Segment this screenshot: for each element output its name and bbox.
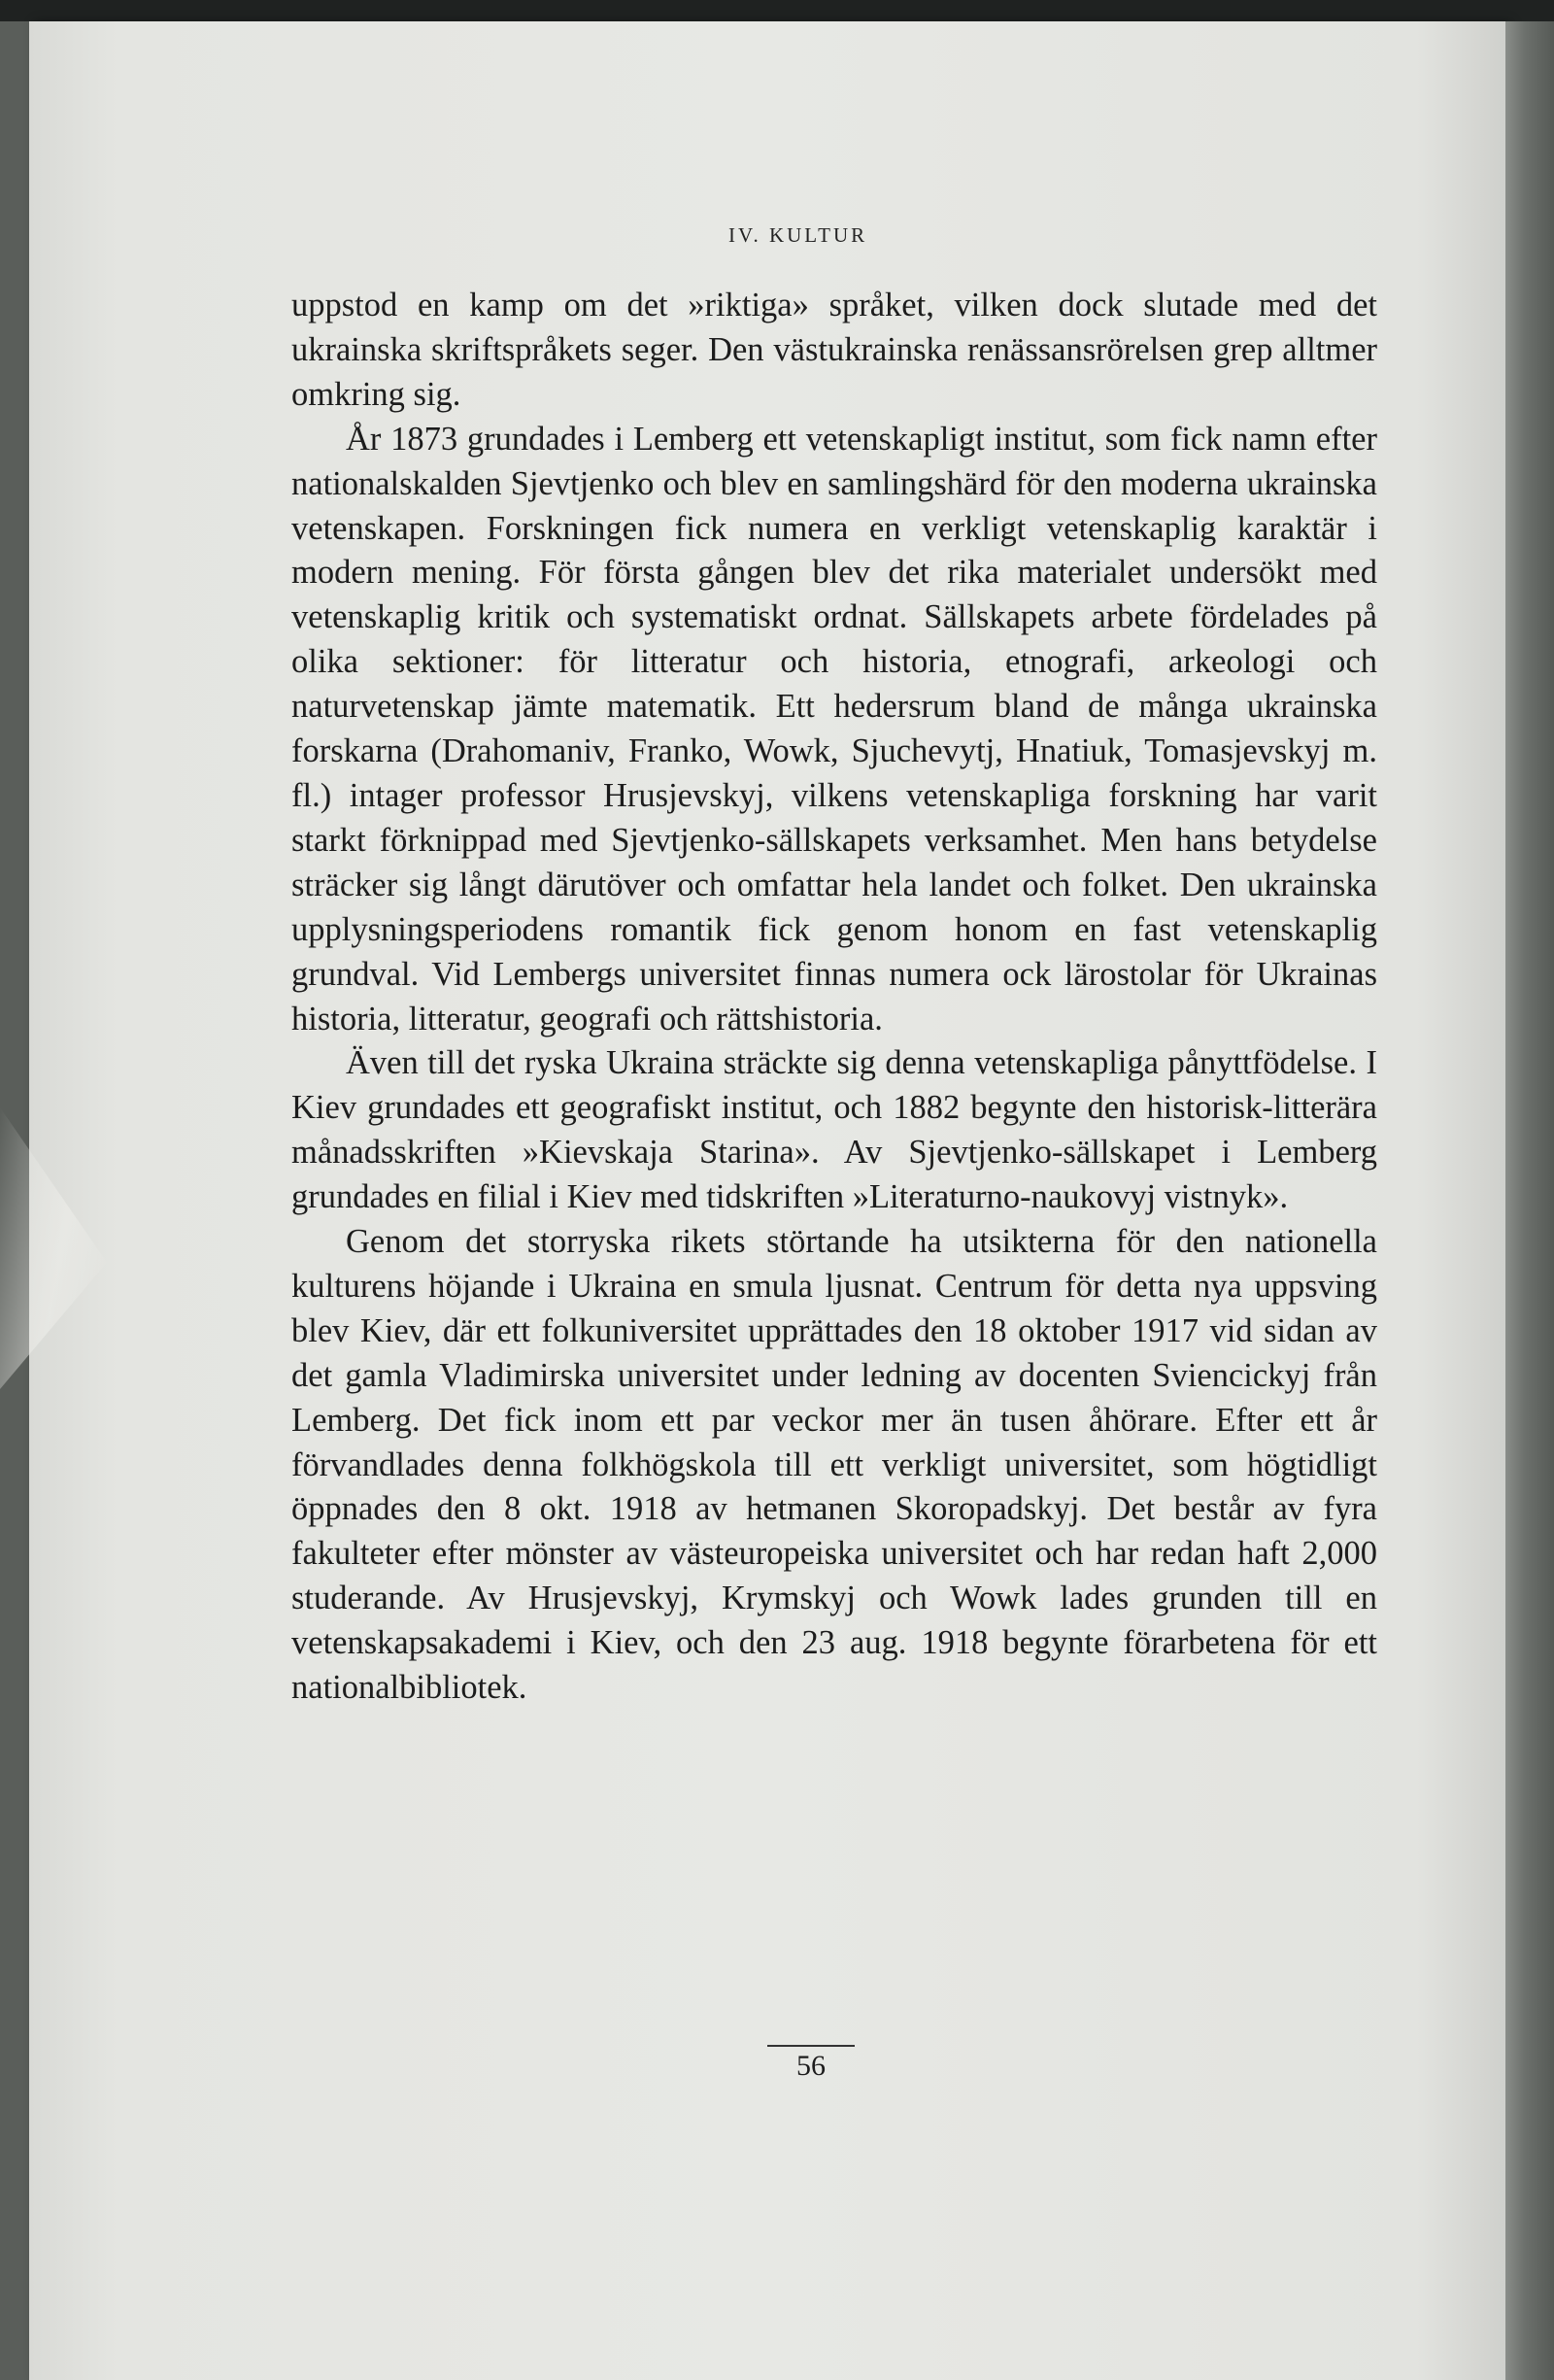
scan-top-edge (0, 0, 1554, 21)
scan-right-edge (1505, 21, 1554, 2380)
folio-rule (767, 2045, 855, 2047)
paragraph-4: Genom det storryska rikets störtande ha utsikterna för den nationella kulturens höjande i Ukraina en smula ljusnat. Centrum för detta nya uppsving blev Kiev, där ett folkuniversitet upprättades den 18 oktober 1917 vid sidan av det gamla Vladimirska universitet under ledning av docenten Sviencickyj från Lemberg. Det fick inom ett par veckor mer än tusen åhörare. Efter ett år förvandlades denna folkhögskola till ett verkligt universitet, som högtidligt öppnades den 8 okt. 1918 av hetmanen Skoropadskyj. Det består av fyra fakulteter efter mönster av västeuropeiska universitet och har redan haft 2,000 studerande. Av Hrusjevskyj, Krymskyj och Wowk lades grunden till en vetenskapsakademi i Kiev, och den 23 aug. 1918 begynte förarbetena för ett nationalbibliotek. (291, 1223, 1377, 1707)
page-number: 56 (796, 2050, 826, 2082)
running-head: IV. KULTUR (728, 223, 868, 247)
body-text (291, 284, 1377, 1711)
paragraph-3: Även till det ryska Ukraina sträckte sig denna vetenskapliga pånyttfödelse. I Kiev grundades ett geografiskt institut, och 1882 begynte den historisk-litterära månadsskriften »Kievskaja Starina». Av Sjevtjenko-sällskapet i Lemberg grundades en filial i Kiev med tidskriften »Literaturno-naukovyj vistnyk». (291, 1044, 1377, 1216)
paragraph-2: År 1873 grundades i Lemberg ett vetenskapligt institut, som fick namn efter nationalskalden Sjevtjenko och blev en samlingshärd för den moderna ukrainska vetenskapen. Forskningen fick numera en verkligt vetenskaplig karaktär i modern mening. För första gången blev det rika materialet undersökt med vetenskaplig kritik och systematiskt ordnat. Sällskapets arbete fördelades på olika sektioner: för litteratur och historia, etnografi, arkeologi och naturvetenskap jämte matematik. Ett hedersrum bland de många ukrainska forskarna (Drahomaniv, Franko, Wowk, Sjuchevytj, Hnatiuk, Tomasjevskyj m. fl.) intager professor Hrusjevskyj, vilkens vetenskapliga forskning har varit starkt förknippad med Sjevtjenko-sällskapets verksamhet. Men hans betydelse sträcker sig långt därutöver och omfattar hela landet och folket. Den ukrainska upplysningsperiodens romantik fick genom honom en fast vetenskaplig grundval. Vid Lembergs universitet finnas numera ock lärostolar för Ukrainas historia, litteratur, geografi och rättshistoria. (291, 420, 1377, 1037)
paragraph-1: uppstod en kamp om det »riktiga» språket, vilken dock slutade med det ukrainska skriftspråkets seger. Den västukrainska renässansrörelsen grep alltmer omkring sig. (291, 287, 1377, 413)
